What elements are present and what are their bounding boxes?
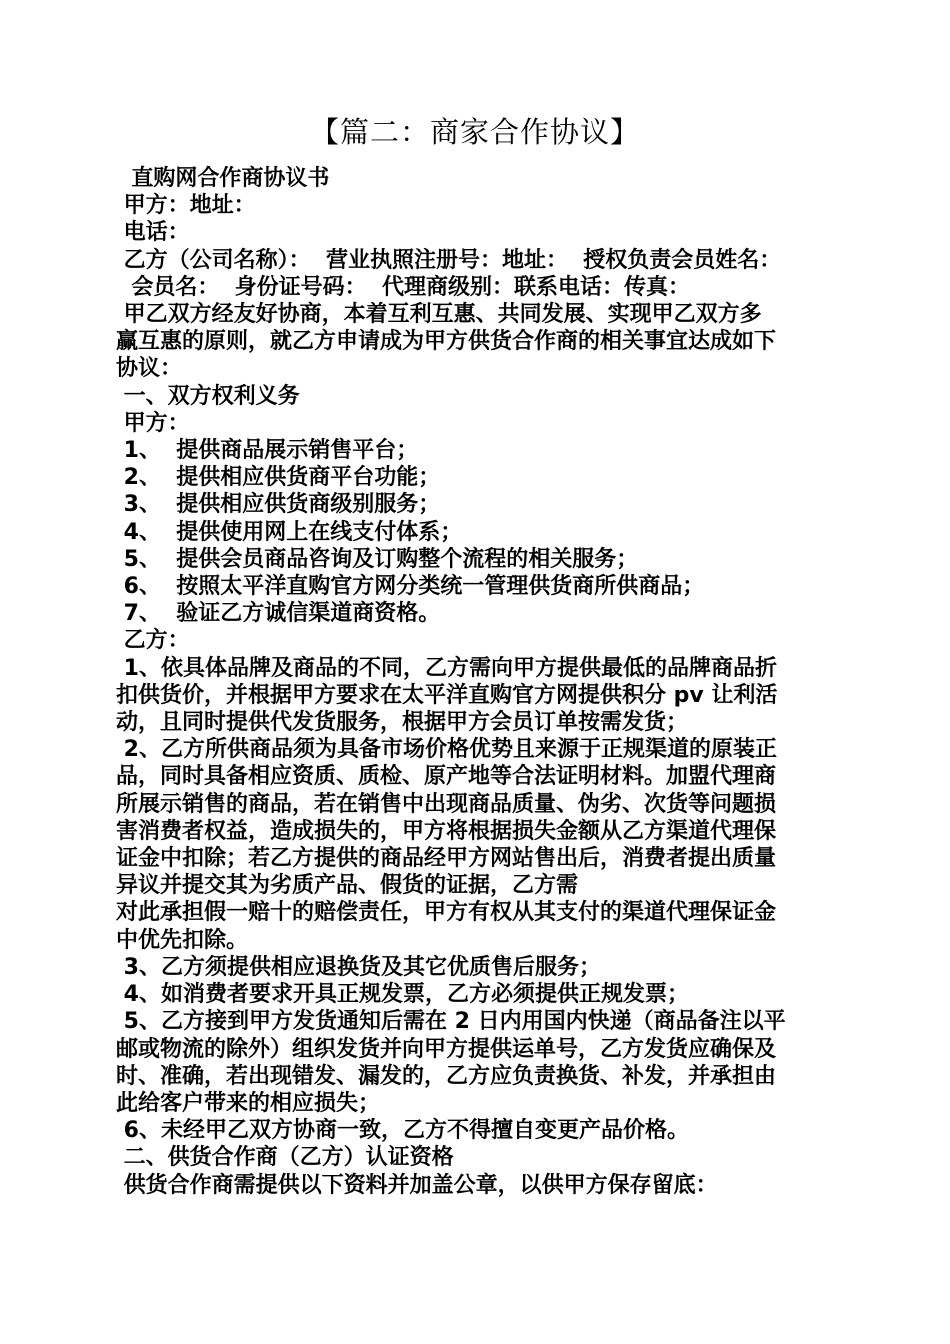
party-b-item-line: 对此承担假一赔十的赔偿责任，甲方有权从其支付的渠道代理保证金 <box>116 900 777 926</box>
party-b-item-line: 品，同时具备相应资质、质检、原产地等合法证明材料。加盟代理商 <box>116 764 777 790</box>
party-a-item: 3、 提供相应供货商级别服务； <box>116 492 441 518</box>
party-a-address-line: 甲方：地址： <box>116 193 256 219</box>
party-b-item-line: 时、准确，若出现错发、漏发的，乙方应负责换货、补发，并承担由 <box>116 1063 777 1089</box>
party-b-item-line: 扣供货价，并根据甲方要求在太平洋直购官方网提供积分 pv 让利活 <box>116 682 778 708</box>
document-title: 【篇二：商家合作协议】 <box>309 115 640 149</box>
party-b-label: 乙方： <box>116 628 190 654</box>
section-heading: 二、供货合作商（乙方）认证资格 <box>116 1145 454 1171</box>
qualification-intro: 供货合作商需提供以下资料并加盖公章，以供甲方保存留底： <box>116 1172 718 1198</box>
party-a-item: 2、 提供相应供货商平台功能； <box>116 465 441 491</box>
party-b-item-line: 3、乙方须提供相应退换货及其它优质售后服务； <box>116 954 601 980</box>
phone-line: 电话： <box>116 220 190 246</box>
party-a-label: 甲方： <box>116 410 190 436</box>
party-b-item-line: 4、如消费者要求开具正规发票，乙方必须提供正规发票； <box>116 982 689 1008</box>
party-b-item-line: 此给客户带来的相应损失； <box>116 1090 381 1116</box>
document-body <box>116 165 844 1199</box>
party-a-item: 7、 验证乙方诚信渠道商资格。 <box>116 601 441 627</box>
preamble-line: 协议： <box>116 356 183 382</box>
agreement-heading: 直购网合作商协议书 <box>116 166 330 191</box>
party-b-info-line: 乙方（公司名称）： 营业执照注册号：地址： 授权负责会员姓名： <box>116 247 782 273</box>
party-a-item: 4、 提供使用网上在线支付体系； <box>116 519 463 545</box>
party-b-item-line: 邮或物流的除外）组织发货并向甲方提供运单号，乙方发货应确保及 <box>116 1036 777 1062</box>
party-a-item: 6、 按照太平洋直购官方网分类统一管理供货商所供商品； <box>116 574 705 600</box>
party-b-item-line: 6、未经甲乙双方协商一致，乙方不得擅自变更产品价格。 <box>116 1118 689 1144</box>
party-b-item-line: 1、依具体品牌及商品的不同，乙方需向甲方提供最低的品牌商品折 <box>116 655 777 681</box>
party-b-item-line: 异议并提交其为劣质产品、假货的证据，乙方需 <box>116 873 579 899</box>
party-b-item-line: 动，且同时提供代发货服务，根据甲方会员订单按需发货； <box>116 710 689 736</box>
party-b-item-line: 害消费者权益，造成损失的，甲方将根据损失金额从乙方渠道代理保 <box>116 818 777 844</box>
party-b-item-line: 所展示销售的商品，若在销售中出现商品质量、伪劣、次货等问题损 <box>116 791 777 817</box>
section-heading: 一、双方权利义务 <box>116 383 300 409</box>
member-info-line: 会员名： 身份证号码： 代理商级别：联系电话：传真： <box>116 274 690 300</box>
party-b-item-line: 中优先扣除。 <box>116 927 249 953</box>
party-a-item: 1、 提供商品展示销售平台； <box>116 438 419 464</box>
party-b-item-line: 证金中扣除；若乙方提供的商品经甲方网站售出后，消费者提出质量 <box>116 846 777 872</box>
party-b-item-line: 5、乙方接到甲方发货通知后需在 2 日内用国内快递（商品备注以平 <box>116 1009 786 1035</box>
party-a-item: 5、 提供会员商品咨询及订购整个流程的相关服务； <box>116 546 639 572</box>
preamble-line: 赢互惠的原则，就乙方申请成为甲方供货合作商的相关事宜达成如下 <box>116 329 777 355</box>
preamble-line: 甲乙双方经友好协商，本着互利互惠、共同发展、实现甲乙双方多 <box>116 302 762 328</box>
party-b-item-line: 2、乙方所供商品须为具备市场价格优势且来源于正规渠道的原装正 <box>116 737 777 763</box>
